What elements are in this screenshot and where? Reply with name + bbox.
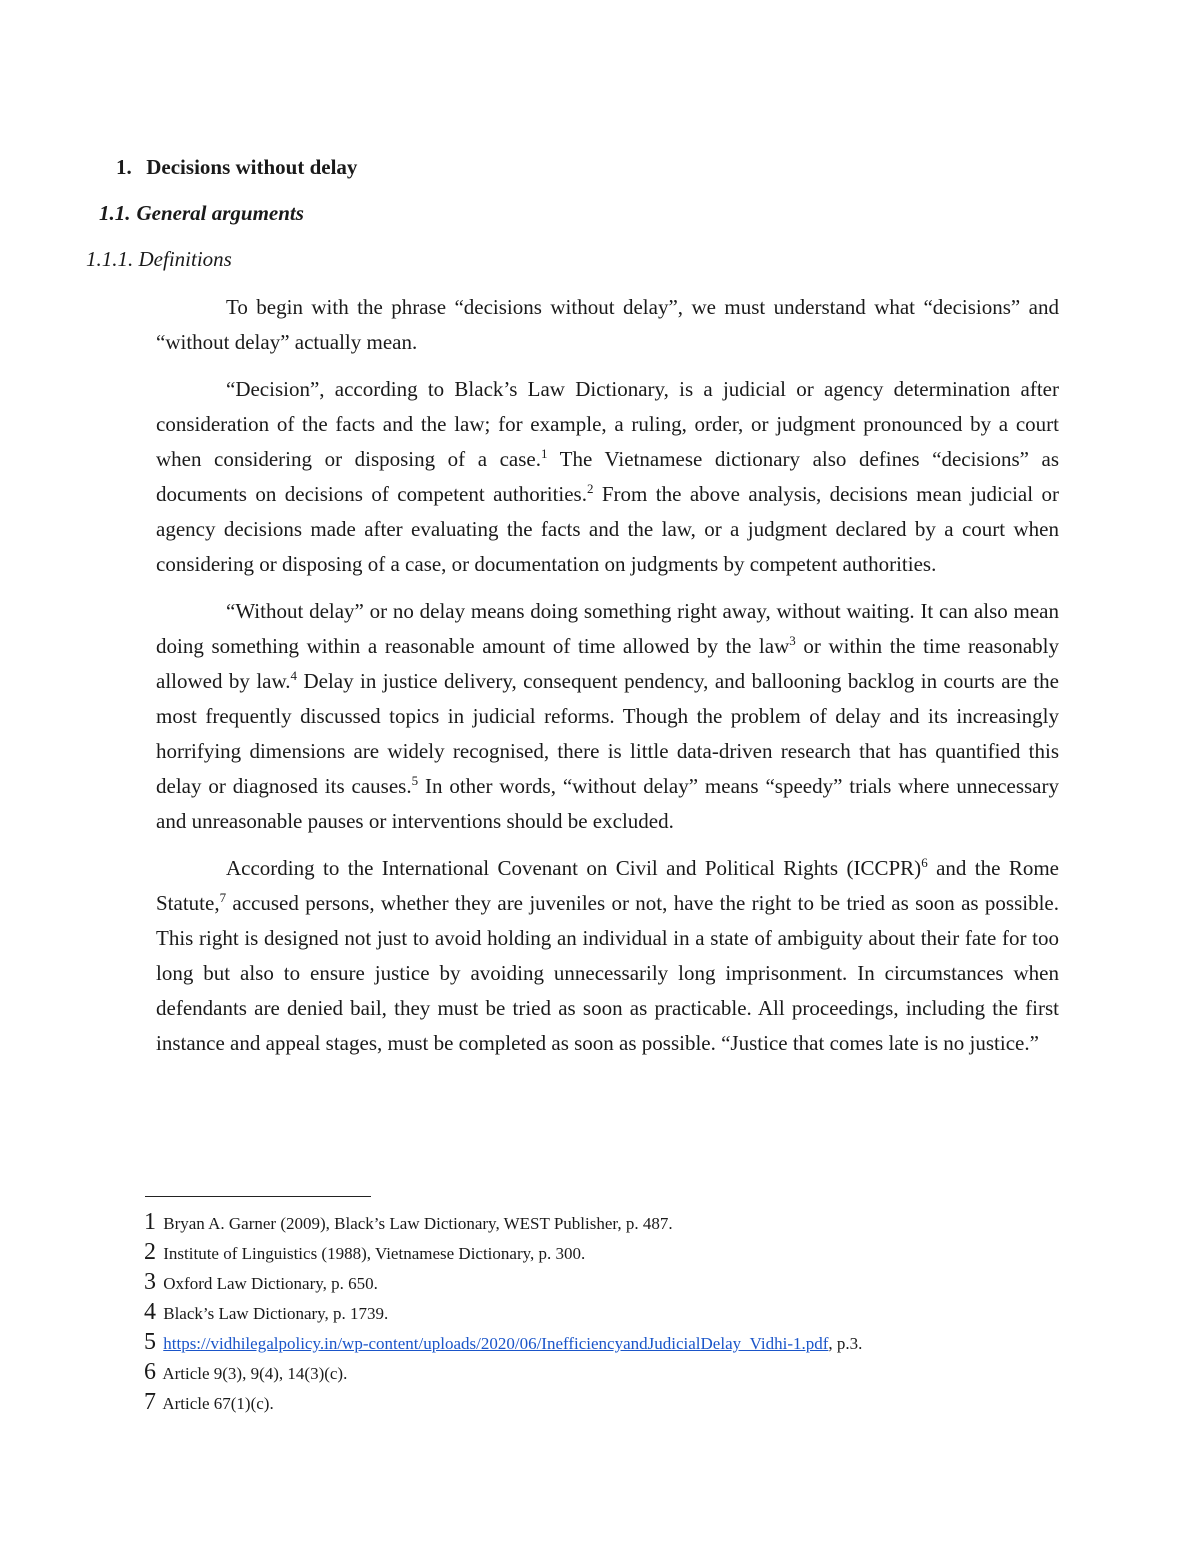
footnote-number: 2: [144, 1239, 156, 1265]
paragraph-text: In other words, “without delay” means “speedy” trials where unnecessary and unreasonable pauses or interventions should be excluded.: [156, 774, 1059, 833]
footnote-1: [144, 1208, 1144, 1238]
paragraph-text: accused persons, whether they are juveniles or not, have the right to be tried as soon as possible. This right is designed not just to avoid holding an individual in a state of ambiguity about their fate for too long but also to ensure justice by avoiding unnecessarily long imprisonment. In circumstances when defendants are denied bail, they must be tried as soon as practicable. All proceedings, including the first instance and appeal stages, must be completed as soon as possible. “Justice that comes late is no justice.”: [156, 891, 1059, 1055]
footnote-text: Institute of Linguistics (1988), Vietnamese Dictionary, p. 300.: [163, 1244, 586, 1263]
subsection-number: 1.1.: [99, 201, 131, 225]
paragraph-1: [156, 290, 1059, 360]
footnote-3: [144, 1268, 1144, 1298]
footnote-text: Oxford Law Dictionary, p. 650.: [163, 1274, 378, 1293]
footnote-separator: [145, 1196, 371, 1197]
footnote-number: 7: [144, 1389, 156, 1415]
footnote-number: 3: [144, 1269, 156, 1295]
footnote-text: Black’s Law Dictionary, p. 1739.: [163, 1304, 389, 1323]
footnote-number: 5: [144, 1329, 156, 1355]
paragraph-text: Delay in justice delivery, consequent pendency, and ballooning backlog in courts are the most frequently discussed topics in judicial reforms. Though the problem of delay and its increasingly horrifying dimensions are widely recognised, there is little data-driven research that has quantified this delay or diagnosed its causes.: [156, 669, 1059, 798]
footnote-6: [144, 1358, 1144, 1388]
subsection-title: General arguments: [136, 201, 304, 225]
footnote-ref-1[interactable]: 1: [540, 446, 548, 461]
footnote-number: 1: [144, 1209, 156, 1235]
footnote-4: [144, 1298, 1144, 1328]
paragraph-text: The Vietnamese dictionary also defines “decisions” as documents on decisions of competent authorities.: [156, 447, 1059, 506]
footnote-text: Article 9(3), 9(4), 14(3)(c).: [162, 1364, 348, 1383]
footnote-text: , p.3.: [828, 1334, 863, 1353]
paragraph-text: To begin with the phrase “decisions without delay”, we must understand what “decisions” and “without delay” actually mean.: [156, 295, 1059, 354]
footnote-ref-4[interactable]: 4: [290, 668, 298, 683]
paragraph-text: or within the time reasonably allowed by law.: [156, 634, 1059, 693]
footnote-ref-2[interactable]: 2: [586, 481, 594, 496]
footnote-number: 4: [144, 1299, 156, 1325]
paragraph-4: [156, 851, 1059, 1061]
paragraph-text: According to the International Covenant on Civil and Political Rights (ICCPR): [226, 856, 922, 880]
paragraph-text: and the Rome Statute,: [156, 856, 1060, 915]
section-heading-1: [116, 155, 357, 180]
paragraph-text: “Without delay” or no delay means doing something right away, without waiting. It can also mean doing something within a reasonable amount of time allowed by the law: [156, 599, 1059, 658]
footnote-ref-7[interactable]: 7: [219, 890, 227, 905]
footnote-text: Article 67(1)(c).: [162, 1394, 274, 1413]
footnote-2: [144, 1238, 1144, 1268]
footnote-link[interactable]: https://vidhilegalpolicy.in/wp-content/uploads/2020/06/InefficiencyandJudicialDelay_Vidhi-1.pdf: [163, 1334, 829, 1353]
paragraph-3: [156, 594, 1059, 839]
footnotes: [144, 1208, 1144, 1418]
section-number: 1.: [116, 155, 132, 179]
body-text: [156, 290, 1059, 1073]
paragraph-2: [156, 372, 1059, 582]
footnote-ref-5[interactable]: 5: [411, 773, 419, 788]
subsection-heading: [99, 201, 304, 226]
paragraph-text: “Decision”, according to Black’s Law Dictionary, is a judicial or agency determination after consideration of the facts and the law; for example, a ruling, order, or judgment pronounced by a court when considering or disposing of a case.: [156, 377, 1059, 471]
footnote-text: Bryan A. Garner (2009), Black’s Law Dictionary, WEST Publisher, p. 487.: [163, 1214, 673, 1233]
section-title: Decisions without delay: [146, 155, 358, 179]
footnote-ref-6[interactable]: 6: [921, 855, 928, 870]
footnote-number: 6: [144, 1359, 156, 1385]
paragraph-text: From the above analysis, decisions mean judicial or agency decisions made after evaluating the facts and the law, or a judgment declared by a court when considering or disposing of a case, or documentation on judgments by competent authorities.: [156, 482, 1059, 576]
footnote-7: [144, 1388, 1144, 1418]
footnote-ref-3[interactable]: 3: [789, 633, 796, 648]
footnote-5: [144, 1328, 1144, 1358]
subsubsection-heading: 1.1.1. Definitions: [86, 247, 232, 271]
